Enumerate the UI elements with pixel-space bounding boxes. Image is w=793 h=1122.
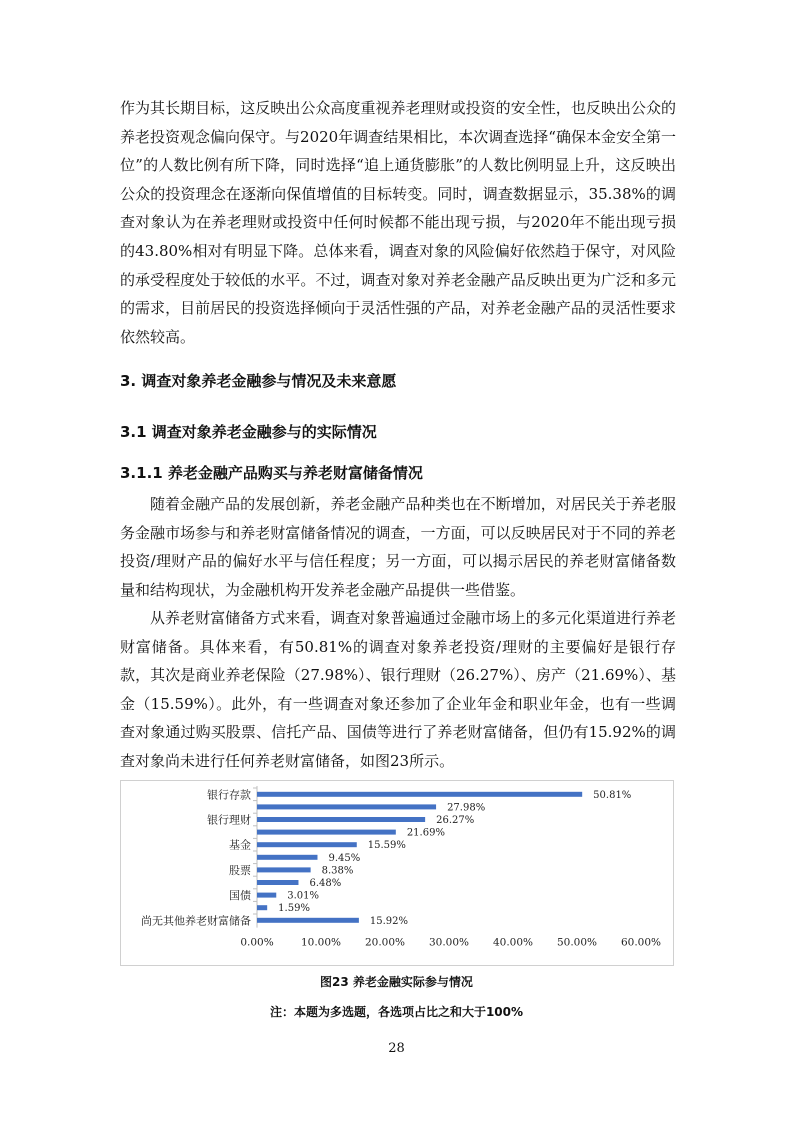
paragraph-intro: 随着金融产品的发展创新，养老金融产品种类也在不断增加，对居民关于养老服务金融市场参与和养老财富储备情况的调查，一方面，可以反映居民对于不同的养老投资/理财产品的偏好水平与信任程度；另一方面，可以揭示居民的养老财富储备数量和结构现状，为金融机构开发养老金融产品提供一些借鉴。 <box>120 495 676 599</box>
category-label-6: 股票 <box>229 863 251 877</box>
bar-2 <box>257 817 425 822</box>
bar-7 <box>257 880 298 885</box>
x-tick-label-4: 40.00% <box>492 936 534 949</box>
x-tick-label-5: 50.00% <box>556 936 598 949</box>
category-label-2: 银行理财 <box>207 813 251 827</box>
data-label-5: 9.45% <box>328 852 361 864</box>
data-label-8: 3.01% <box>287 890 320 902</box>
data-label-4: 15.59% <box>367 840 406 852</box>
data-label-2: 26.27% <box>436 815 475 826</box>
data-label-10: 15.92% <box>369 915 409 927</box>
paragraph-continuation: 作为其长期目标，这反映出公众高度重视养老理财或投资的安全性，也反映出公众的养老投资观念偏向保守。与2020年调查结果相比，本次调查选择“确保本金安全第一位”的人数比例有所下降，同时选择“追上通货膨胀”的人数比例明显上升，这反映出公众的投资理念在逐渐向保值增值的目标转变。同时，调查数据显示，35.38%的调查对象认为在养老理财或投资中任何时候都不能出现亏损，与2020年不能出现亏损的43.80%相对有明显下降。总体来看，调查对象的风险偏好依然趋于保守，对风险的承受程度处于较低的水平。不过，调查对象对养老金融产品反映出更为广泛和多元的需求，目前居民的投资选择倾向于灵活性强的产品，对养老金融产品的灵活性要求依然较高。 <box>120 99 676 346</box>
figure-note: 注：本题为多选题，各选项占比之和大于100% <box>269 1005 524 1019</box>
data-label-9: 1.59% <box>278 903 310 915</box>
data-label-1: 27.98% <box>447 802 486 814</box>
category-label-0: 银行存款 <box>207 788 251 802</box>
figure-caption: 图23 养老金融实际参与情况 <box>320 975 473 989</box>
data-label-7: 6.48% <box>309 878 342 889</box>
x-tick-label-2: 20.00% <box>364 936 406 949</box>
x-tick-label-0: 0.00% <box>240 936 274 949</box>
bar-10 <box>257 918 359 923</box>
x-tick-label-3: 30.00% <box>428 936 470 949</box>
section-heading-3: 3. 调查对象养老金融参与情况及未来意愿 <box>120 372 397 390</box>
bar-4 <box>257 842 357 847</box>
x-tick-label-6: 60.00% <box>620 936 662 949</box>
section-heading-3-1-1: 3.1.1 养老金融产品购买与养老财富储备情况 <box>120 464 423 482</box>
bar-5 <box>257 855 317 860</box>
category-label-4: 基金 <box>229 838 251 852</box>
page-number: 28 <box>388 1041 405 1056</box>
data-label-6: 8.38% <box>321 865 354 877</box>
bar-0 <box>257 792 582 797</box>
bar-3 <box>257 830 396 835</box>
figure-23-chart <box>120 780 674 966</box>
bar-9 <box>257 905 267 910</box>
category-label-10: 尚无其他养老财富储备 <box>141 914 251 928</box>
section-heading-3-1: 3.1 调查对象养老金融参与的实际情况 <box>120 423 377 441</box>
bar-chart <box>121 781 675 967</box>
data-label-3: 21.69% <box>406 827 445 839</box>
paragraph-wealth-reserve: 从养老财富储备方式来看，调查对象普遍通过金融市场上的多元化渠道进行养老财富储备。具体来看，有50.81%的调查对象养老投资/理财的主要偏好是银行存款，其次是商业养老保险（27.98%）、银行理财（26.27%）、房产（21.69%）、基金（15.59%）。此外，有一些调查对象还参加了企业年金和职业年金，也有一些调查对象通过购买股票、信托产品、国债等进行了养老财富储备，但仍有15.92%的调查对象尚未进行任何养老财富储备，如图23所示。 <box>120 609 676 770</box>
data-label-0: 50.81% <box>593 789 632 801</box>
bar-8 <box>257 893 276 898</box>
bar-6 <box>257 867 311 872</box>
bar-1 <box>257 804 436 809</box>
x-tick-label-1: 10.00% <box>300 936 342 949</box>
category-label-8: 国债 <box>229 889 251 903</box>
